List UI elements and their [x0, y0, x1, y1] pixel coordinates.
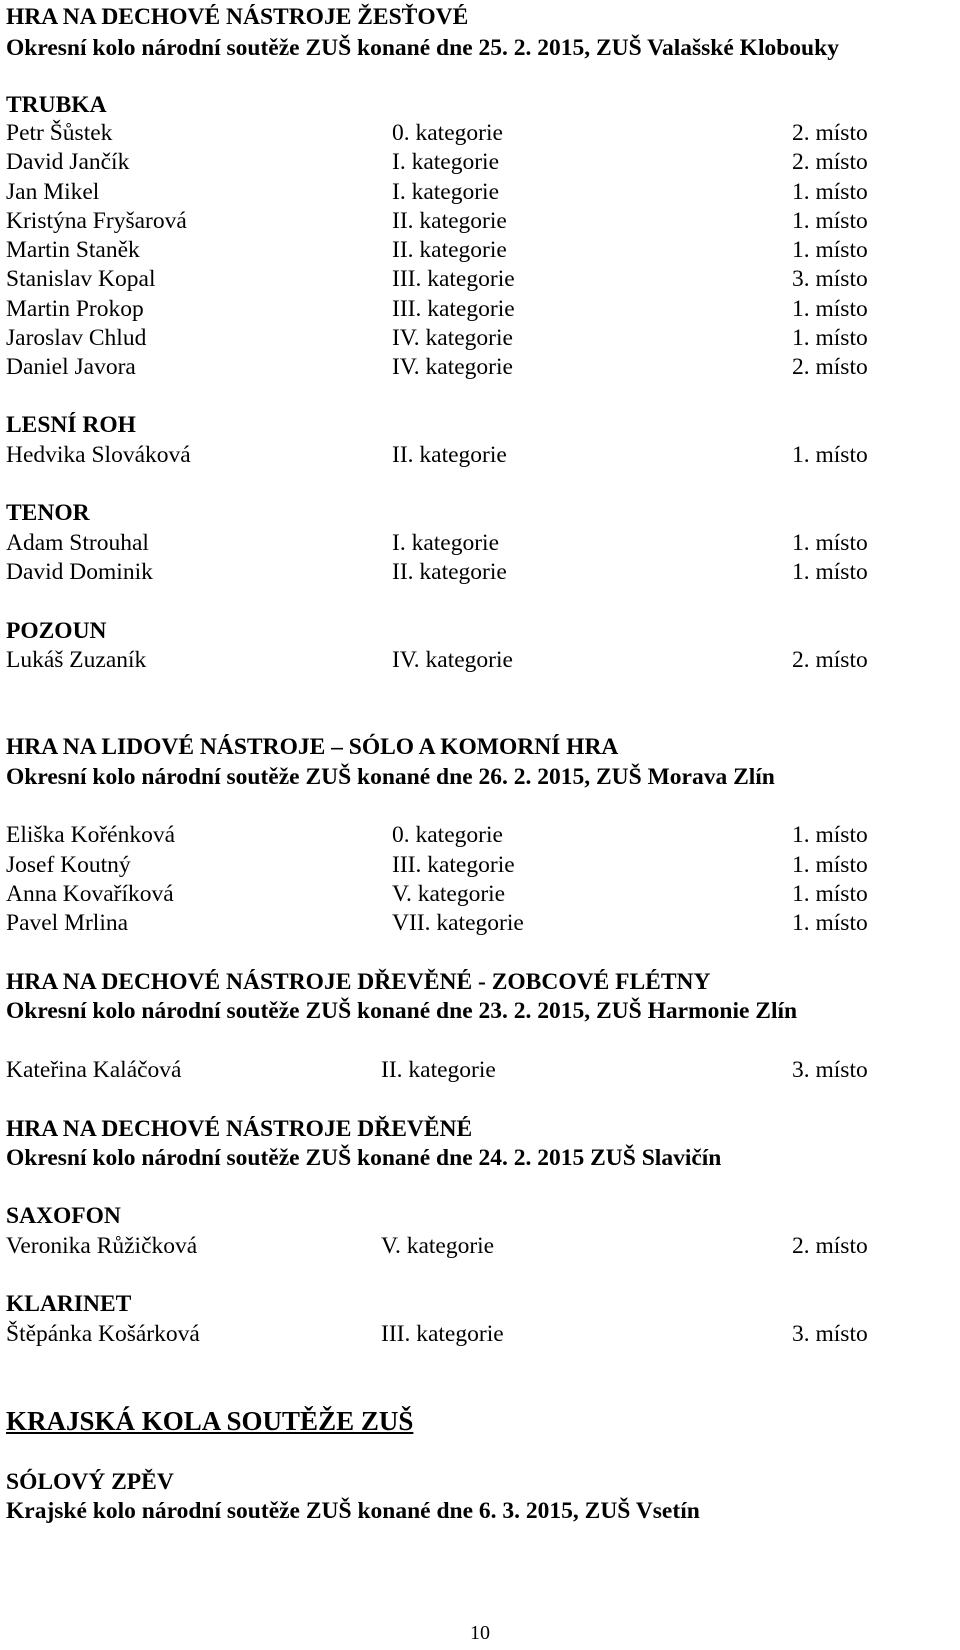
section-subtitle-folk: Okresní kolo národní soutěže ZUŠ konané dne 26. 2. 2015, ZUŠ Morava Zlín [6, 764, 775, 790]
table-row [6, 908, 906, 938]
section-subtitle-brass: Okresní kolo národní soutěže ZUŠ konané dne 25. 2. 2015, ZUŠ Valašské Klobouky [6, 35, 839, 61]
row-category: 0. kategorie [392, 822, 503, 848]
row-place: 1. místo [792, 208, 868, 234]
row-category: III. kategorie [392, 266, 515, 292]
instrument-heading-tenor: TENOR [6, 500, 90, 526]
row-name: David Dominik [6, 559, 153, 585]
section-subtitle-woodwind: Okresní kolo národní soutěže ZUŠ konané dne 24. 2. 2015 ZUŠ Slavičín [6, 1145, 722, 1171]
row-place: 1. místo [792, 852, 868, 878]
row-name: Lukáš Zuzaník [6, 647, 147, 673]
table-row [6, 1319, 906, 1349]
table-row [6, 177, 906, 207]
table-row [6, 264, 906, 294]
table-row [6, 294, 906, 324]
row-category: V. kategorie [381, 1233, 495, 1259]
row-name: Josef Koutný [6, 852, 131, 878]
table-row [6, 645, 906, 675]
row-place: 1. místo [792, 910, 868, 936]
row-place: 1. místo [792, 179, 868, 205]
row-name: Petr Šůstek [6, 120, 113, 146]
row-place: 1. místo [792, 559, 868, 585]
row-name: Štěpánka Košárková [6, 1321, 200, 1347]
row-name: David Jančík [6, 149, 130, 175]
row-category: V. kategorie [392, 881, 506, 907]
regional-solo-subtitle: Krajské kolo národní soutěže ZUŠ konané dne 6. 3. 2015, ZUŠ Vsetín [6, 1498, 700, 1524]
section-title-recorder: HRA NA DECHOVÉ NÁSTROJE DŘEVĚNÉ - ZOBCOVÉ FLÉTNY [6, 969, 711, 995]
row-category: VII. kategorie [392, 910, 524, 936]
row-category: II. kategorie [381, 1057, 496, 1083]
row-place: 3. místo [792, 1321, 868, 1347]
table-row [6, 235, 906, 265]
row-place: 2. místo [792, 120, 868, 146]
page-number: 10 [470, 1622, 490, 1644]
table-row [6, 206, 906, 236]
row-place: 2. místo [792, 647, 868, 673]
instrument-heading-trombone: POZOUN [6, 618, 107, 644]
row-name: Kristýna Fryšarová [6, 208, 187, 234]
row-category: III. kategorie [381, 1321, 504, 1347]
regional-solo-heading: SÓLOVÝ ZPĚV [6, 1469, 174, 1495]
row-name: Adam Strouhal [6, 530, 149, 556]
row-place: 3. místo [792, 1057, 868, 1083]
row-place: 1. místo [792, 325, 868, 351]
row-name: Veronika Růžičková [6, 1233, 198, 1259]
row-category: III. kategorie [392, 296, 515, 322]
row-name: Martin Prokop [6, 296, 144, 322]
instrument-heading-sax: SAXOFON [6, 1203, 121, 1229]
row-category: I. kategorie [392, 179, 500, 205]
regional-title: KRAJSKÁ KOLA SOUTĚŽE ZUŠ [6, 1406, 414, 1436]
row-category: IV. kategorie [392, 354, 513, 380]
table-row [6, 147, 906, 177]
row-name: Jan Mikel [6, 179, 100, 205]
row-category: II. kategorie [392, 237, 507, 263]
section-subtitle-recorder: Okresní kolo národní soutěže ZUŠ konané dne 23. 2. 2015, ZUŠ Harmonie Zlín [6, 998, 798, 1024]
row-name: Eliška Kořénková [6, 822, 176, 848]
table-row [6, 118, 906, 148]
row-place: 1. místo [792, 442, 868, 468]
row-category: II. kategorie [392, 442, 507, 468]
row-category: II. kategorie [392, 559, 507, 585]
row-name: Martin Staněk [6, 237, 140, 263]
table-row [6, 850, 906, 880]
row-name: Pavel Mrlina [6, 910, 129, 936]
row-place: 2. místo [792, 354, 868, 380]
row-name: Hedvika Slováková [6, 442, 191, 468]
table-row [6, 820, 906, 850]
table-row [6, 528, 906, 558]
instrument-heading-trumpet: TRUBKA [6, 92, 107, 118]
row-name: Stanislav Kopal [6, 266, 156, 292]
row-category: III. kategorie [392, 852, 515, 878]
row-category: II. kategorie [392, 208, 507, 234]
row-category: I. kategorie [392, 149, 500, 175]
table-row [6, 323, 906, 353]
row-name: Jaroslav Chlud [6, 325, 147, 351]
row-name: Daniel Javora [6, 354, 136, 380]
row-category: 0. kategorie [392, 120, 503, 146]
row-category: I. kategorie [392, 530, 500, 556]
row-place: 1. místo [792, 822, 868, 848]
row-place: 3. místo [792, 266, 868, 292]
section-title-woodwind: HRA NA DECHOVÉ NÁSTROJE DŘEVĚNÉ [6, 1116, 473, 1142]
row-category: IV. kategorie [392, 647, 513, 673]
row-place: 1. místo [792, 881, 868, 907]
row-place: 2. místo [792, 149, 868, 175]
table-row [6, 1055, 906, 1085]
table-row [6, 440, 906, 470]
table-row [6, 352, 906, 382]
row-place: 2. místo [792, 1233, 868, 1259]
row-name: Anna Kovaříková [6, 881, 174, 907]
table-row [6, 1231, 906, 1261]
table-row [6, 879, 906, 909]
section-title-folk: HRA NA LIDOVÉ NÁSTROJE – SÓLO A KOMORNÍ HRA [6, 734, 619, 760]
instrument-heading-clarinet: KLARINET [6, 1291, 132, 1317]
row-category: IV. kategorie [392, 325, 513, 351]
table-row [6, 557, 906, 587]
row-place: 1. místo [792, 296, 868, 322]
instrument-heading-horn: LESNÍ ROH [6, 412, 136, 438]
section-title-brass: HRA NA DECHOVÉ NÁSTROJE ŽESŤOVÉ [6, 4, 469, 30]
row-place: 1. místo [792, 530, 868, 556]
row-place: 1. místo [792, 237, 868, 263]
row-name: Kateřina Kaláčová [6, 1057, 182, 1083]
